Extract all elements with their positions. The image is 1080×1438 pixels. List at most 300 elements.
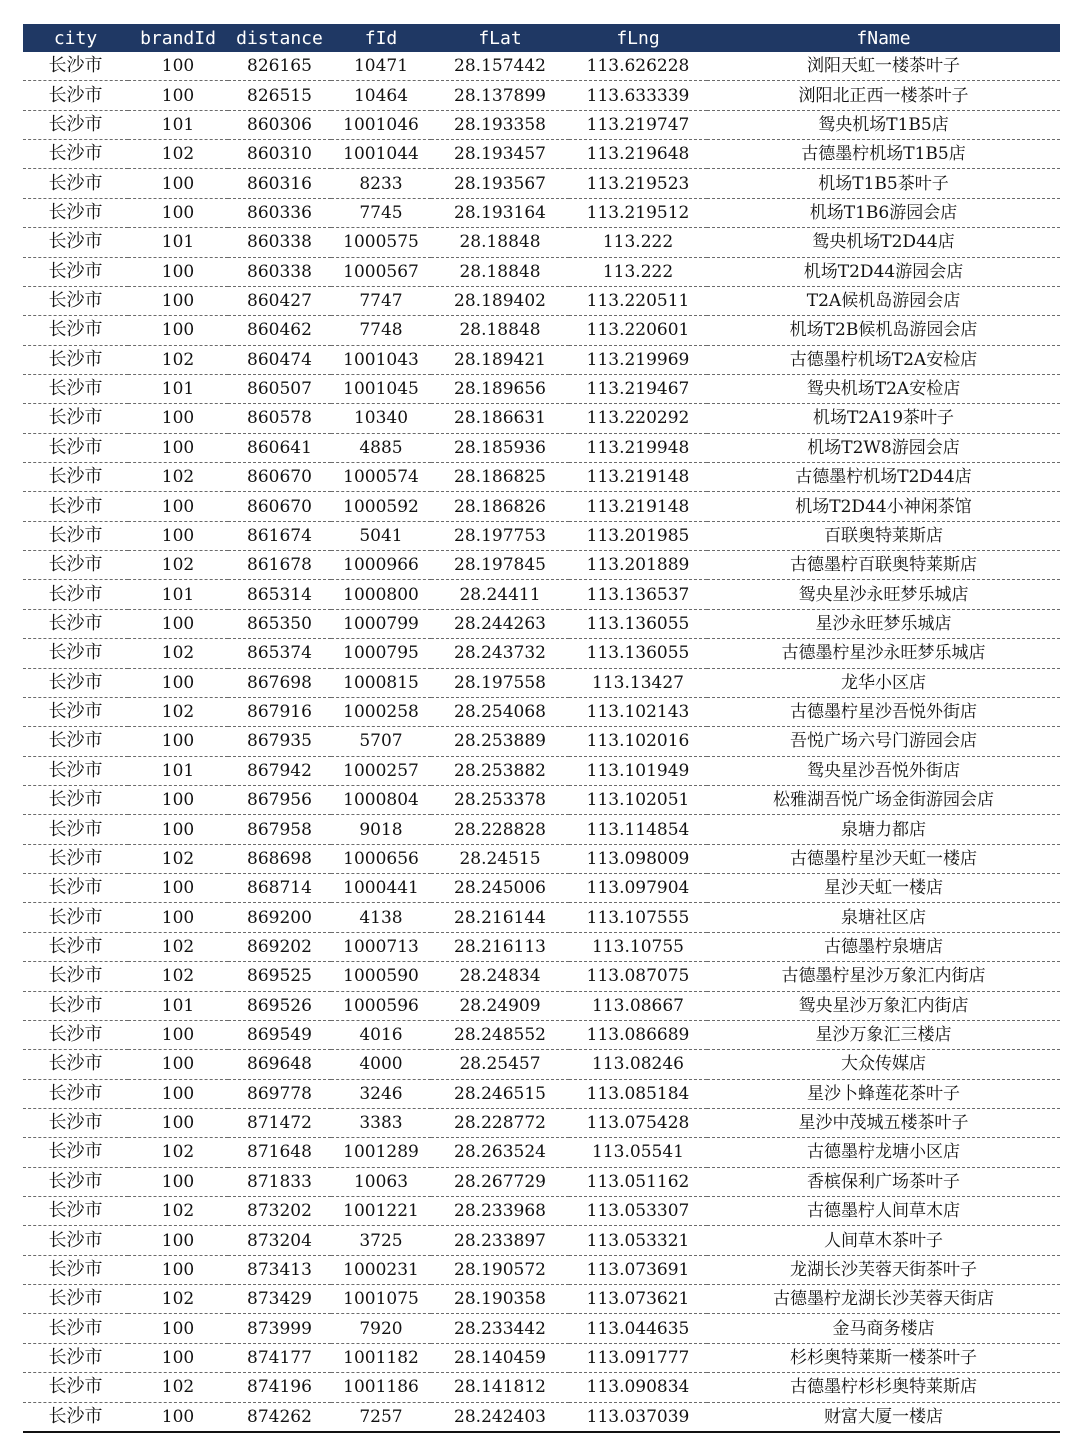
cell-flng[interactable]: 113.626228 (569, 52, 707, 81)
column-header-fid[interactable]: fId (331, 24, 431, 52)
cell-fid[interactable]: 1001289 (331, 1138, 431, 1167)
cell-fname[interactable]: 机场T1B5茶叶子 (707, 169, 1060, 198)
cell-distance[interactable]: 861678 (228, 551, 331, 580)
cell-fid[interactable]: 10063 (331, 1167, 431, 1196)
table-row[interactable] (23, 551, 1060, 580)
cell-brandid[interactable]: 100 (128, 404, 228, 433)
cell-city[interactable]: 长沙市 (23, 1402, 128, 1432)
cell-distance[interactable]: 865350 (228, 609, 331, 638)
cell-fname[interactable]: 古德墨柠龙塘小区店 (707, 1138, 1060, 1167)
cell-flat[interactable]: 28.185936 (431, 433, 569, 462)
cell-brandid[interactable]: 102 (128, 1285, 228, 1314)
cell-fname[interactable]: 星沙中茂城五楼茶叶子 (707, 1108, 1060, 1137)
cell-distance[interactable]: 860338 (228, 257, 331, 286)
cell-distance[interactable]: 860670 (228, 492, 331, 521)
cell-flng[interactable]: 113.053321 (569, 1226, 707, 1255)
cell-distance[interactable]: 874262 (228, 1402, 331, 1432)
cell-city[interactable]: 长沙市 (23, 785, 128, 814)
table-row[interactable] (23, 1255, 1060, 1284)
cell-distance[interactable]: 826165 (228, 52, 331, 81)
cell-brandid[interactable]: 100 (128, 1079, 228, 1108)
cell-city[interactable]: 长沙市 (23, 316, 128, 345)
cell-fname[interactable]: 古德墨柠机场T2D44店 (707, 463, 1060, 492)
cell-flng[interactable]: 113.114854 (569, 815, 707, 844)
column-header-flng[interactable]: fLng (569, 24, 707, 52)
table-row[interactable] (23, 110, 1060, 139)
cell-flng[interactable]: 113.037039 (569, 1402, 707, 1432)
cell-flng[interactable]: 113.107555 (569, 903, 707, 932)
cell-fname[interactable]: 鸳央星沙吾悦外街店 (707, 756, 1060, 785)
cell-flat[interactable]: 28.24515 (431, 844, 569, 873)
cell-city[interactable]: 长沙市 (23, 169, 128, 198)
cell-brandid[interactable]: 100 (128, 1255, 228, 1284)
table-row[interactable] (23, 1314, 1060, 1343)
cell-flng[interactable]: 113.220292 (569, 404, 707, 433)
cell-flng[interactable]: 113.222 (569, 257, 707, 286)
cell-city[interactable]: 长沙市 (23, 1050, 128, 1079)
table-row[interactable] (23, 140, 1060, 169)
cell-fid[interactable]: 1000575 (331, 228, 431, 257)
cell-distance[interactable]: 860507 (228, 374, 331, 403)
table-row[interactable] (23, 727, 1060, 756)
cell-distance[interactable]: 873999 (228, 1314, 331, 1343)
table-row[interactable] (23, 1197, 1060, 1226)
cell-brandid[interactable]: 100 (128, 52, 228, 81)
cell-fname[interactable]: 古德墨柠龙湖长沙芙蓉天街店 (707, 1285, 1060, 1314)
cell-brandid[interactable]: 100 (128, 198, 228, 227)
cell-fname[interactable]: 古德墨柠机场T2A安检店 (707, 345, 1060, 374)
cell-city[interactable]: 长沙市 (23, 1020, 128, 1049)
table-row[interactable] (23, 1285, 1060, 1314)
cell-flng[interactable]: 113.05541 (569, 1138, 707, 1167)
table-row[interactable] (23, 668, 1060, 697)
cell-fid[interactable]: 9018 (331, 815, 431, 844)
cell-city[interactable]: 长沙市 (23, 228, 128, 257)
cell-distance[interactable]: 826515 (228, 81, 331, 110)
cell-city[interactable]: 长沙市 (23, 521, 128, 550)
cell-flng[interactable]: 113.08246 (569, 1050, 707, 1079)
cell-flng[interactable]: 113.051162 (569, 1167, 707, 1196)
cell-flng[interactable]: 113.201889 (569, 551, 707, 580)
table-row[interactable] (23, 1402, 1060, 1432)
cell-fname[interactable]: 古德墨柠星沙永旺梦乐城店 (707, 639, 1060, 668)
cell-flng[interactable]: 113.085184 (569, 1079, 707, 1108)
cell-fname[interactable]: 鸳央星沙万象汇内街店 (707, 991, 1060, 1020)
table-row[interactable] (23, 81, 1060, 110)
cell-flat[interactable]: 28.267729 (431, 1167, 569, 1196)
cell-brandid[interactable]: 102 (128, 140, 228, 169)
cell-flat[interactable]: 28.233442 (431, 1314, 569, 1343)
cell-fid[interactable]: 1001182 (331, 1343, 431, 1372)
cell-brandid[interactable]: 100 (128, 1108, 228, 1137)
cell-flng[interactable]: 113.086689 (569, 1020, 707, 1049)
cell-flat[interactable]: 28.24834 (431, 962, 569, 991)
cell-brandid[interactable]: 100 (128, 316, 228, 345)
cell-fname[interactable]: T2A候机岛游园会店 (707, 286, 1060, 315)
cell-city[interactable]: 长沙市 (23, 874, 128, 903)
cell-distance[interactable]: 860338 (228, 228, 331, 257)
cell-brandid[interactable]: 101 (128, 991, 228, 1020)
cell-brandid[interactable]: 100 (128, 903, 228, 932)
table-row[interactable] (23, 52, 1060, 81)
cell-fname[interactable]: 星沙万象汇三楼店 (707, 1020, 1060, 1049)
cell-fname[interactable]: 杉杉奥特莱斯一楼茶叶子 (707, 1343, 1060, 1372)
cell-fid[interactable]: 1000596 (331, 991, 431, 1020)
cell-distance[interactable]: 860462 (228, 316, 331, 345)
cell-flng[interactable]: 113.08667 (569, 991, 707, 1020)
cell-flng[interactable]: 113.102016 (569, 727, 707, 756)
cell-fname[interactable]: 浏阳天虹一楼茶叶子 (707, 52, 1060, 81)
cell-flng[interactable]: 113.136055 (569, 639, 707, 668)
cell-distance[interactable]: 871472 (228, 1108, 331, 1137)
cell-distance[interactable]: 860578 (228, 404, 331, 433)
cell-flat[interactable]: 28.190358 (431, 1285, 569, 1314)
cell-fname[interactable]: 机场T2D44小神闲茶馆 (707, 492, 1060, 521)
cell-brandid[interactable]: 101 (128, 756, 228, 785)
cell-brandid[interactable]: 101 (128, 110, 228, 139)
cell-brandid[interactable]: 100 (128, 521, 228, 550)
cell-distance[interactable]: 871833 (228, 1167, 331, 1196)
cell-flng[interactable]: 113.102051 (569, 785, 707, 814)
cell-flat[interactable]: 28.243732 (431, 639, 569, 668)
cell-fid[interactable]: 3725 (331, 1226, 431, 1255)
table-row[interactable] (23, 580, 1060, 609)
cell-flng[interactable]: 113.219747 (569, 110, 707, 139)
table-row[interactable] (23, 316, 1060, 345)
cell-flat[interactable]: 28.193457 (431, 140, 569, 169)
cell-fid[interactable]: 1000574 (331, 463, 431, 492)
cell-city[interactable]: 长沙市 (23, 580, 128, 609)
cell-fname[interactable]: 龙华小区店 (707, 668, 1060, 697)
cell-flat[interactable]: 28.190572 (431, 1255, 569, 1284)
cell-fid[interactable]: 1001045 (331, 374, 431, 403)
cell-distance[interactable]: 874196 (228, 1373, 331, 1402)
cell-city[interactable]: 长沙市 (23, 463, 128, 492)
cell-fid[interactable]: 1000567 (331, 257, 431, 286)
cell-fname[interactable]: 鸳央机场T1B5店 (707, 110, 1060, 139)
table-row[interactable] (23, 463, 1060, 492)
cell-distance[interactable]: 869778 (228, 1079, 331, 1108)
cell-brandid[interactable]: 100 (128, 433, 228, 462)
cell-fname[interactable]: 鸳央机场T2D44店 (707, 228, 1060, 257)
cell-flat[interactable]: 28.186631 (431, 404, 569, 433)
table-row[interactable] (23, 169, 1060, 198)
cell-fname[interactable]: 鸳央星沙永旺梦乐城店 (707, 580, 1060, 609)
cell-fname[interactable]: 古德墨柠星沙吾悦外街店 (707, 697, 1060, 726)
cell-flng[interactable]: 113.219148 (569, 463, 707, 492)
cell-flat[interactable]: 28.141812 (431, 1373, 569, 1402)
table-row[interactable] (23, 785, 1060, 814)
table-row[interactable] (23, 228, 1060, 257)
table-row[interactable] (23, 521, 1060, 550)
cell-distance[interactable]: 873202 (228, 1197, 331, 1226)
cell-flng[interactable]: 113.219148 (569, 492, 707, 521)
cell-distance[interactable]: 867698 (228, 668, 331, 697)
cell-flat[interactable]: 28.244263 (431, 609, 569, 638)
cell-brandid[interactable]: 100 (128, 1343, 228, 1372)
cell-city[interactable]: 长沙市 (23, 844, 128, 873)
column-header-brandid[interactable]: brandId (128, 24, 228, 52)
column-header-fname[interactable]: fName (707, 24, 1060, 52)
cell-city[interactable]: 长沙市 (23, 903, 128, 932)
cell-distance[interactable]: 865374 (228, 639, 331, 668)
column-header-distance[interactable]: distance (228, 24, 331, 52)
cell-flat[interactable]: 28.228828 (431, 815, 569, 844)
cell-fname[interactable]: 人间草木茶叶子 (707, 1226, 1060, 1255)
cell-flat[interactable]: 28.228772 (431, 1108, 569, 1137)
cell-flng[interactable]: 113.090834 (569, 1373, 707, 1402)
cell-brandid[interactable]: 100 (128, 668, 228, 697)
cell-fid[interactable]: 3383 (331, 1108, 431, 1137)
table-row[interactable] (23, 1343, 1060, 1372)
cell-fid[interactable]: 1000656 (331, 844, 431, 873)
cell-flng[interactable]: 113.102143 (569, 697, 707, 726)
cell-flng[interactable]: 113.219648 (569, 140, 707, 169)
cell-flat[interactable]: 28.193567 (431, 169, 569, 198)
cell-distance[interactable]: 874177 (228, 1343, 331, 1372)
cell-flng[interactable]: 113.219512 (569, 198, 707, 227)
cell-city[interactable]: 长沙市 (23, 1373, 128, 1402)
cell-distance[interactable]: 867956 (228, 785, 331, 814)
cell-distance[interactable]: 869526 (228, 991, 331, 1020)
cell-flat[interactable]: 28.24909 (431, 991, 569, 1020)
cell-fname[interactable]: 金马商务楼店 (707, 1314, 1060, 1343)
cell-fname[interactable]: 百联奥特莱斯店 (707, 521, 1060, 550)
cell-flat[interactable]: 28.25457 (431, 1050, 569, 1079)
cell-brandid[interactable]: 100 (128, 874, 228, 903)
cell-city[interactable]: 长沙市 (23, 1285, 128, 1314)
cell-flat[interactable]: 28.233897 (431, 1226, 569, 1255)
cell-brandid[interactable]: 100 (128, 785, 228, 814)
cell-brandid[interactable]: 100 (128, 1314, 228, 1343)
table-row[interactable] (23, 1138, 1060, 1167)
cell-fid[interactable]: 7257 (331, 1402, 431, 1432)
cell-fid[interactable]: 1001044 (331, 140, 431, 169)
cell-city[interactable]: 长沙市 (23, 932, 128, 961)
cell-flat[interactable]: 28.189421 (431, 345, 569, 374)
cell-distance[interactable]: 873413 (228, 1255, 331, 1284)
cell-brandid[interactable]: 100 (128, 1226, 228, 1255)
cell-flat[interactable]: 28.189656 (431, 374, 569, 403)
cell-city[interactable]: 长沙市 (23, 1343, 128, 1372)
cell-fname[interactable]: 龙湖长沙芙蓉天街茶叶子 (707, 1255, 1060, 1284)
table-row[interactable] (23, 492, 1060, 521)
cell-brandid[interactable]: 102 (128, 932, 228, 961)
cell-city[interactable]: 长沙市 (23, 1314, 128, 1343)
cell-city[interactable]: 长沙市 (23, 1079, 128, 1108)
cell-flng[interactable]: 113.136537 (569, 580, 707, 609)
cell-flat[interactable]: 28.189402 (431, 286, 569, 315)
cell-brandid[interactable]: 100 (128, 81, 228, 110)
cell-fname[interactable]: 吾悦广场六号门游园会店 (707, 727, 1060, 756)
cell-brandid[interactable]: 102 (128, 962, 228, 991)
table-row[interactable] (23, 962, 1060, 991)
cell-fid[interactable]: 10340 (331, 404, 431, 433)
cell-flng[interactable]: 113.201985 (569, 521, 707, 550)
cell-fname[interactable]: 古德墨柠泉塘店 (707, 932, 1060, 961)
cell-fid[interactable]: 1000799 (331, 609, 431, 638)
cell-flat[interactable]: 28.18848 (431, 257, 569, 286)
cell-city[interactable]: 长沙市 (23, 374, 128, 403)
cell-fid[interactable]: 8233 (331, 169, 431, 198)
cell-brandid[interactable]: 102 (128, 697, 228, 726)
cell-city[interactable]: 长沙市 (23, 668, 128, 697)
cell-fid[interactable]: 1000257 (331, 756, 431, 785)
cell-flat[interactable]: 28.193358 (431, 110, 569, 139)
cell-brandid[interactable]: 102 (128, 639, 228, 668)
cell-city[interactable]: 长沙市 (23, 52, 128, 81)
cell-fid[interactable]: 4885 (331, 433, 431, 462)
cell-fid[interactable]: 4138 (331, 903, 431, 932)
cell-city[interactable]: 长沙市 (23, 1226, 128, 1255)
cell-flng[interactable]: 113.219467 (569, 374, 707, 403)
cell-fid[interactable]: 1000804 (331, 785, 431, 814)
cell-fname[interactable]: 古德墨柠人间草木店 (707, 1197, 1060, 1226)
column-header-city[interactable]: city (23, 24, 128, 52)
cell-fid[interactable]: 1000966 (331, 551, 431, 580)
table-row[interactable] (23, 609, 1060, 638)
cell-city[interactable]: 长沙市 (23, 286, 128, 315)
table-row[interactable] (23, 844, 1060, 873)
cell-fid[interactable]: 7747 (331, 286, 431, 315)
cell-flat[interactable]: 28.193164 (431, 198, 569, 227)
cell-flat[interactable]: 28.253889 (431, 727, 569, 756)
cell-distance[interactable]: 869200 (228, 903, 331, 932)
cell-flng[interactable]: 113.097904 (569, 874, 707, 903)
cell-flat[interactable]: 28.253378 (431, 785, 569, 814)
table-row[interactable] (23, 433, 1060, 462)
cell-distance[interactable]: 860474 (228, 345, 331, 374)
cell-distance[interactable]: 868714 (228, 874, 331, 903)
cell-flng[interactable]: 113.073621 (569, 1285, 707, 1314)
cell-fname[interactable]: 鸳央机场T2A安检店 (707, 374, 1060, 403)
cell-distance[interactable]: 860427 (228, 286, 331, 315)
cell-city[interactable]: 长沙市 (23, 697, 128, 726)
cell-city[interactable]: 长沙市 (23, 1255, 128, 1284)
cell-flat[interactable]: 28.197753 (431, 521, 569, 550)
cell-city[interactable]: 长沙市 (23, 1197, 128, 1226)
cell-city[interactable]: 长沙市 (23, 257, 128, 286)
cell-fid[interactable]: 1000592 (331, 492, 431, 521)
cell-fid[interactable]: 7745 (331, 198, 431, 227)
cell-city[interactable]: 长沙市 (23, 140, 128, 169)
cell-fname[interactable]: 古德墨柠星沙天虹一楼店 (707, 844, 1060, 873)
cell-flng[interactable]: 113.219969 (569, 345, 707, 374)
cell-flat[interactable]: 28.24411 (431, 580, 569, 609)
cell-fname[interactable]: 松雅湖吾悦广场金街游园会店 (707, 785, 1060, 814)
cell-flng[interactable]: 113.220601 (569, 316, 707, 345)
cell-flng[interactable]: 113.075428 (569, 1108, 707, 1137)
cell-city[interactable]: 长沙市 (23, 815, 128, 844)
cell-brandid[interactable]: 100 (128, 169, 228, 198)
cell-city[interactable]: 长沙市 (23, 1108, 128, 1137)
cell-flng[interactable]: 113.136055 (569, 609, 707, 638)
cell-fid[interactable]: 1000795 (331, 639, 431, 668)
table-row[interactable] (23, 404, 1060, 433)
cell-distance[interactable]: 860306 (228, 110, 331, 139)
cell-flng[interactable]: 113.222 (569, 228, 707, 257)
table-row[interactable] (23, 198, 1060, 227)
cell-flat[interactable]: 28.18848 (431, 228, 569, 257)
cell-flng[interactable]: 113.098009 (569, 844, 707, 873)
cell-fid[interactable]: 1001046 (331, 110, 431, 139)
cell-fid[interactable]: 4000 (331, 1050, 431, 1079)
cell-city[interactable]: 长沙市 (23, 404, 128, 433)
cell-fid[interactable]: 1000441 (331, 874, 431, 903)
cell-fname[interactable]: 泉塘社区店 (707, 903, 1060, 932)
cell-flat[interactable]: 28.197845 (431, 551, 569, 580)
cell-fid[interactable]: 1001221 (331, 1197, 431, 1226)
cell-brandid[interactable]: 100 (128, 1020, 228, 1049)
cell-fname[interactable]: 浏阳北正西一楼茶叶子 (707, 81, 1060, 110)
cell-flng[interactable]: 113.219948 (569, 433, 707, 462)
cell-flng[interactable]: 113.073691 (569, 1255, 707, 1284)
cell-distance[interactable]: 865314 (228, 580, 331, 609)
cell-brandid[interactable]: 102 (128, 463, 228, 492)
cell-distance[interactable]: 873429 (228, 1285, 331, 1314)
cell-fid[interactable]: 1000713 (331, 932, 431, 961)
cell-fname[interactable]: 古德墨柠杉杉奥特莱斯店 (707, 1373, 1060, 1402)
cell-city[interactable]: 长沙市 (23, 81, 128, 110)
cell-flng[interactable]: 113.219523 (569, 169, 707, 198)
table-row[interactable] (23, 756, 1060, 785)
cell-brandid[interactable]: 100 (128, 1050, 228, 1079)
cell-distance[interactable]: 860641 (228, 433, 331, 462)
cell-fname[interactable]: 大众传媒店 (707, 1050, 1060, 1079)
cell-fname[interactable]: 财富大厦一楼店 (707, 1402, 1060, 1432)
cell-distance[interactable]: 869648 (228, 1050, 331, 1079)
cell-distance[interactable]: 867916 (228, 697, 331, 726)
cell-distance[interactable]: 861674 (228, 521, 331, 550)
table-row[interactable] (23, 1079, 1060, 1108)
cell-city[interactable]: 长沙市 (23, 639, 128, 668)
cell-fid[interactable]: 5707 (331, 727, 431, 756)
cell-fid[interactable]: 1001043 (331, 345, 431, 374)
cell-fname[interactable]: 香槟保利广场茶叶子 (707, 1167, 1060, 1196)
cell-brandid[interactable]: 102 (128, 345, 228, 374)
cell-brandid[interactable]: 101 (128, 374, 228, 403)
cell-fid[interactable]: 10464 (331, 81, 431, 110)
cell-fid[interactable]: 3246 (331, 1079, 431, 1108)
cell-city[interactable]: 长沙市 (23, 198, 128, 227)
table-row[interactable] (23, 1167, 1060, 1196)
cell-distance[interactable]: 860310 (228, 140, 331, 169)
cell-flng[interactable]: 113.220511 (569, 286, 707, 315)
cell-brandid[interactable]: 100 (128, 257, 228, 286)
table-row[interactable] (23, 874, 1060, 903)
cell-distance[interactable]: 869202 (228, 932, 331, 961)
cell-flat[interactable]: 28.197558 (431, 668, 569, 697)
cell-flat[interactable]: 28.186826 (431, 492, 569, 521)
cell-city[interactable]: 长沙市 (23, 1138, 128, 1167)
cell-flat[interactable]: 28.253882 (431, 756, 569, 785)
cell-city[interactable]: 长沙市 (23, 433, 128, 462)
cell-flat[interactable]: 28.216144 (431, 903, 569, 932)
table-row[interactable] (23, 1108, 1060, 1137)
cell-distance[interactable]: 869549 (228, 1020, 331, 1049)
cell-fid[interactable]: 1000231 (331, 1255, 431, 1284)
cell-fname[interactable]: 机场T1B6游园会店 (707, 198, 1060, 227)
cell-fid[interactable]: 1001075 (331, 1285, 431, 1314)
cell-flat[interactable]: 28.233968 (431, 1197, 569, 1226)
cell-fname[interactable]: 星沙天虹一楼店 (707, 874, 1060, 903)
cell-brandid[interactable]: 100 (128, 1402, 228, 1432)
cell-distance[interactable]: 860316 (228, 169, 331, 198)
cell-fname[interactable]: 机场T2A19茶叶子 (707, 404, 1060, 433)
table-row[interactable] (23, 1373, 1060, 1402)
cell-fname[interactable]: 机场T2D44游园会店 (707, 257, 1060, 286)
cell-distance[interactable]: 860336 (228, 198, 331, 227)
